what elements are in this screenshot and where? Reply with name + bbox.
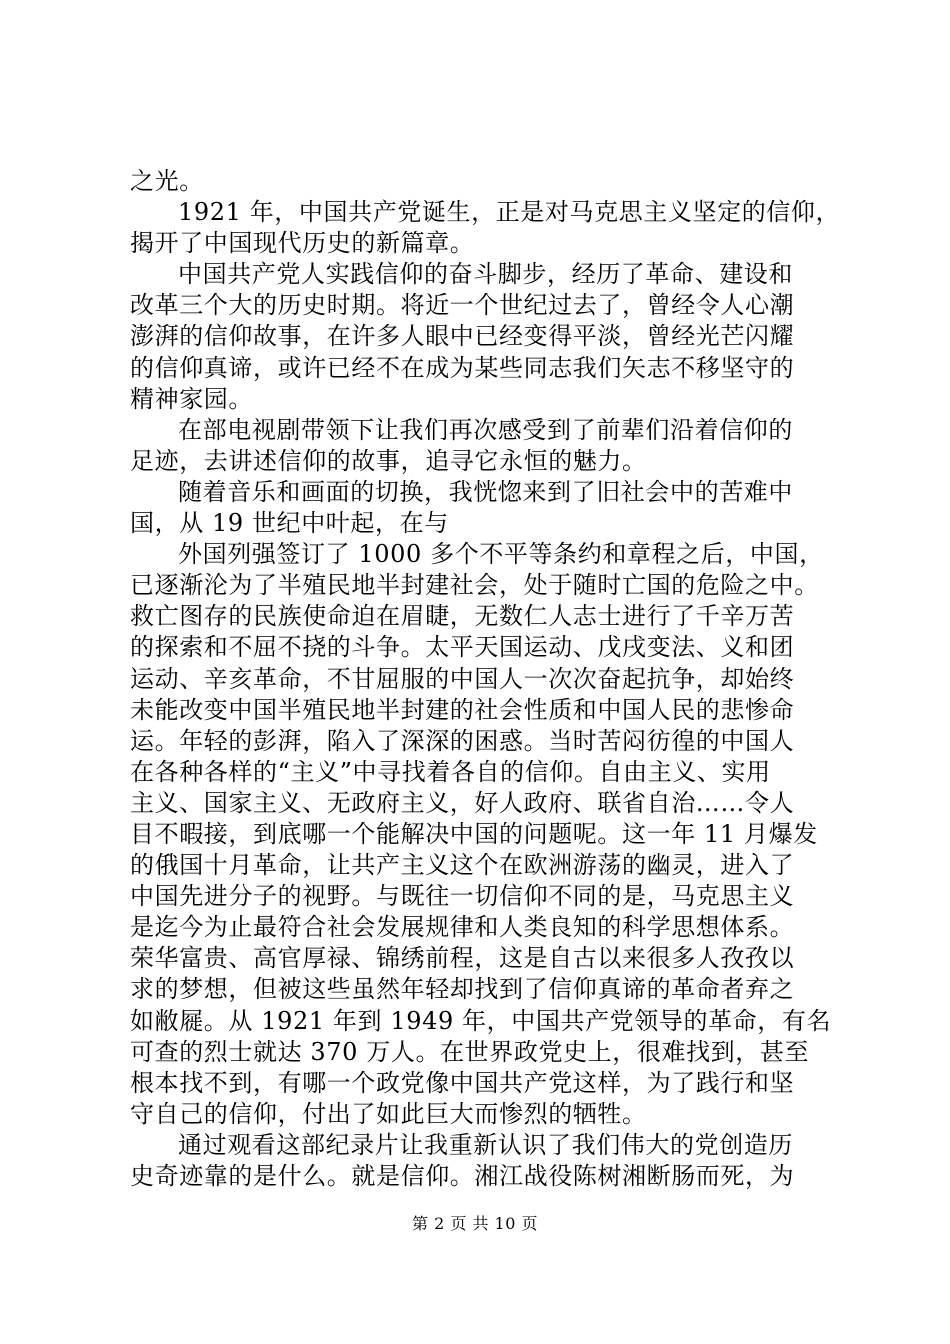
text-line: 救亡图存的民族使命迫在眉睫，无数仁人志士进行了千辛万苦: [130, 602, 795, 631]
text-line: 的俄国十月革命，让共产主义这个在欧洲游荡的幽灵，进入了: [130, 851, 795, 880]
text-line: 在部电视剧带领下让我们再次感受到了前辈们沿着信仰的: [178, 415, 793, 444]
body-text: [130, 166, 841, 1192]
text-line: 1921 年，中国共产党诞生，正是对马克思主义坚定的信仰，: [178, 198, 841, 227]
text-line: 中国共产党人实践信仰的奋斗脚步，经历了革命、建设和: [178, 260, 793, 289]
page-footer: 第 2 页 共 10 页: [412, 1214, 538, 1233]
text-line: 随着音乐和画面的切换，我恍惚来到了旧社会中的苦难中: [178, 477, 793, 506]
text-line: 求的梦想，但被这些虽然年轻却找到了信仰真谛的革命者弃之: [130, 975, 795, 1004]
text-line: 根本找不到，有哪一个政党像中国共产党这样，为了践行和坚: [130, 1068, 795, 1097]
text-line: 未能改变中国半殖民地半封建的社会性质和中国人民的悲惨命: [130, 695, 795, 724]
text-line: 澎湃的信仰故事，在许多人眼中已经变得平淡，曾经光芒闪耀: [130, 322, 795, 351]
text-line: 运动、辛亥革命，不甘屈服的中国人一次次奋起抗争，却始终: [130, 664, 795, 693]
text-line: 史奇迹靠的是什么。就是信仰。湘江战役陈树湘断肠而死，为: [130, 1162, 795, 1190]
text-line: 荣华富贵、高官厚禄、锦绣前程，这是自古以来很多人孜孜以: [130, 944, 795, 973]
text-line: 通过观看这部纪录片让我重新认识了我们伟大的党创造历: [178, 1130, 793, 1159]
text-line: 之光。: [130, 167, 204, 195]
text-line: 的信仰真谛，或许已经不在成为某些同志我们矢志不移坚守的: [130, 353, 795, 382]
text-line: 精神家园。: [130, 384, 253, 413]
text-line: 中国先进分子的视野。与既往一切信仰不同的是，马克思主义: [130, 882, 795, 911]
text-line: 运。年轻的彭湃，陷入了深深的困惑。当时苦闷彷徨的中国人: [130, 726, 795, 755]
text-line: 已逐渐沦为了半殖民地半封建社会，处于随时亡国的危险之中。: [130, 571, 819, 600]
text-line: 目不暇接，到底哪一个能解决中国的问题呢。这一年 11 月爆发: [130, 819, 818, 848]
text-line: 在各种各样的“主义”中寻找着各自的信仰。自由主义、实用: [130, 757, 771, 786]
text-line: 可查的烈士就达 370 万人。在世界政党史上，很难找到，甚至: [130, 1037, 810, 1066]
text-line: 揭开了中国现代历史的新篇章。: [130, 229, 475, 258]
text-line: 如敝屣。从 1921 年到 1949 年，中国共产党领导的革命，有名: [130, 1006, 832, 1035]
text-line: 外国列强签订了 1000 多个不平等条约和章程之后，中国，: [178, 540, 824, 569]
text-line: 是迄今为止最符合社会发展规律和人类良知的科学思想体系。: [130, 913, 795, 942]
text-line: 改革三个大的历史时期。将近一个世纪过去了，曾经令人心潮: [130, 291, 795, 320]
text-line: 守自己的信仰，付出了如此巨大而惨烈的牺牲。: [130, 1099, 647, 1128]
text-line: 国，从 19 世纪中叶起，在与: [130, 509, 449, 538]
text-line: 主义、国家主义、无政府主义，好人政府、联省自治……令人: [130, 788, 795, 817]
text-line: 的探索和不屈不挠的斗争。太平天国运动、戊戌变法、义和团: [130, 633, 795, 662]
text-line: 足迹，去讲述信仰的故事，追寻它永恒的魅力。: [130, 446, 647, 475]
